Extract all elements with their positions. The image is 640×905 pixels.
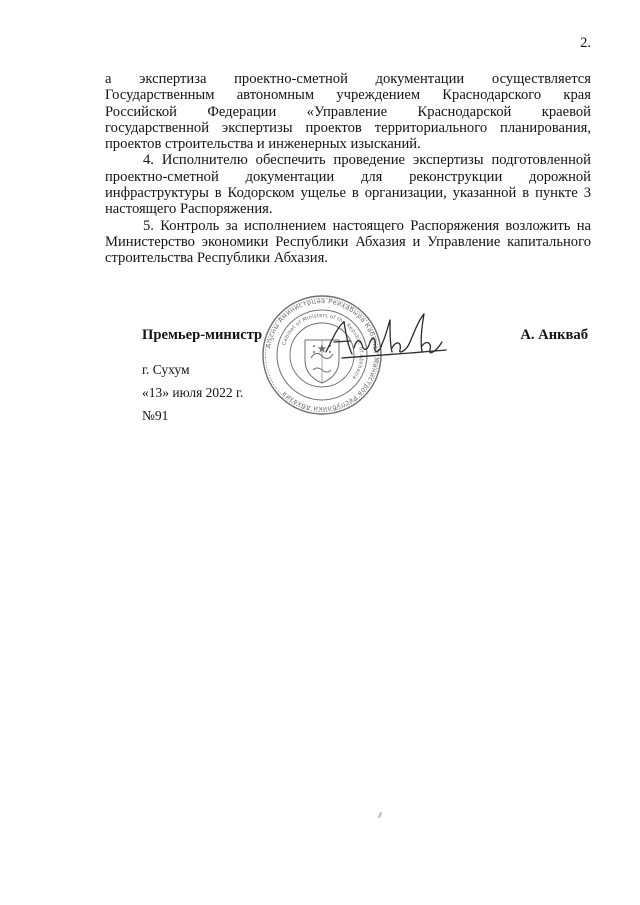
seal-outer-text: Аҧсны Аминистрцәа Реиҳабыра Кабинет Министров Республики Абхазия (264, 296, 381, 414)
seal-inner-text: Cabinet of Ministers of the Republic of Abkhazia (281, 312, 365, 381)
paragraph-item-4: 4. Исполнителю обеспечить проведение экспертизы подготовленной проектно-сметной документации для реконструкции дорожной инфраструктуры в Кодорском ущелье в организации, указанной в пункте 3 настоящего Распоряжения. (105, 152, 591, 218)
page-number: 2. (580, 35, 591, 51)
signatory-role: Премьер-министр (142, 327, 263, 343)
document-date: «13» июля 2022 г. (142, 385, 244, 400)
scan-speck (378, 812, 382, 818)
paragraph-continuation: а экспертиза проектно-сметной документации осуществляется Государственным автономным учреждением Краснодарского края Российской Федерации «Управление Краснодарской краевой государственной экспертизы проектов территориального планирования, проектов строительства и инженерных изысканий. (105, 71, 591, 153)
paragraph-item-5: 5. Контроль за исполнением настоящего Распоряжения возложить на Министерство экономики Республики Абхазия и Управление капитального строительства Республики Абхазия. (105, 217, 591, 267)
document-number: №91 (142, 408, 169, 423)
signatory-name: А. Анкваб (520, 327, 588, 343)
document-body (105, 71, 591, 267)
document-city: г. Сухум (142, 362, 190, 377)
handwritten-signature (322, 312, 452, 368)
